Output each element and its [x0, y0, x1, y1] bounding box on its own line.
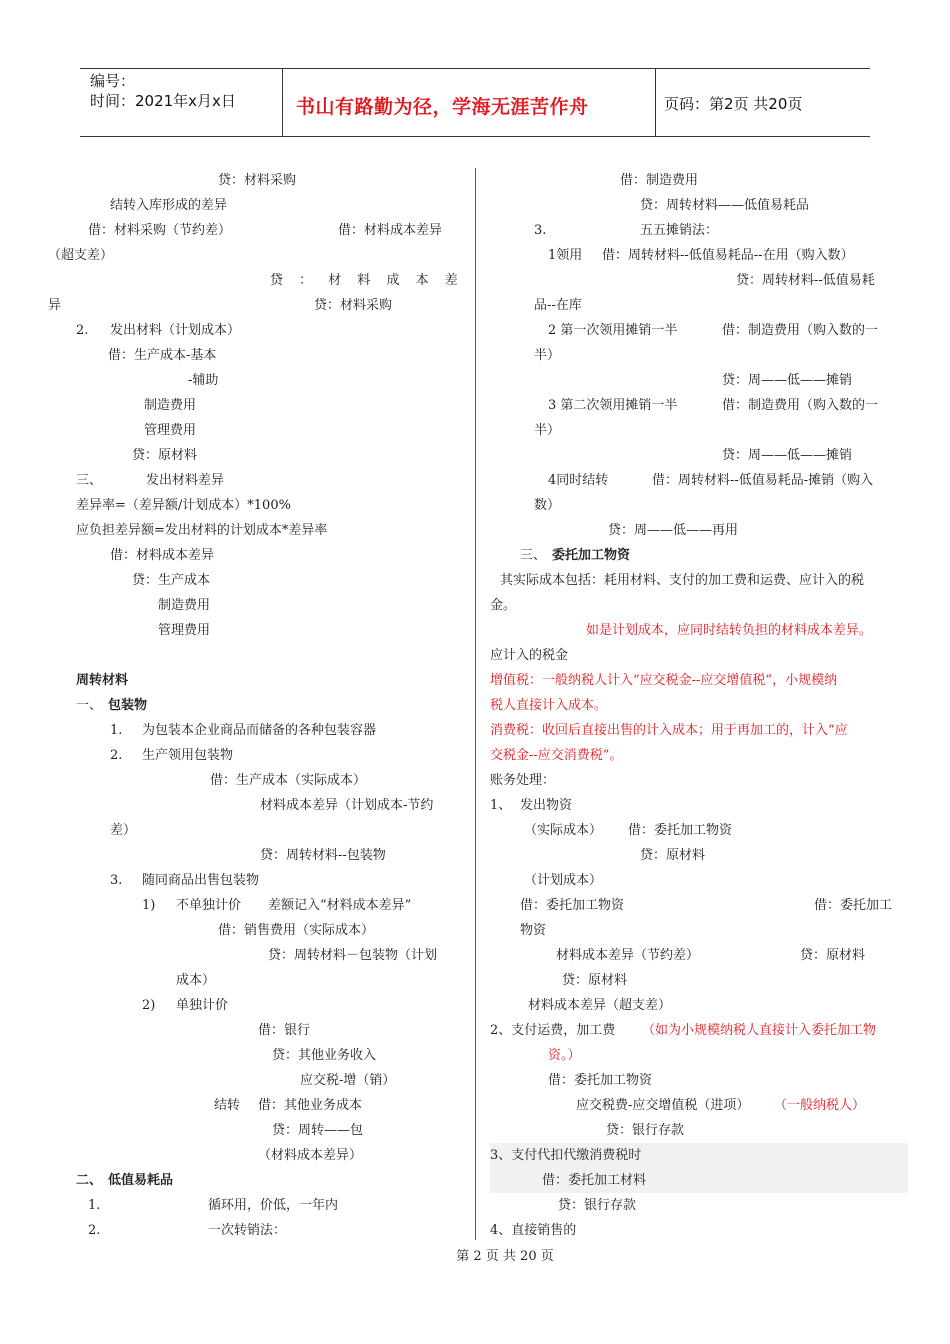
text: 账务处理：	[490, 773, 556, 788]
text: 三、	[520, 548, 547, 563]
text-line	[48, 268, 463, 293]
text-line	[490, 443, 908, 468]
text-line	[490, 768, 908, 793]
text: 生产领用包装物	[142, 748, 234, 763]
text-line	[490, 468, 908, 493]
text-line	[490, 343, 908, 368]
text: -辅助	[188, 373, 219, 388]
text: 一、	[76, 698, 103, 713]
section-heading	[48, 1168, 463, 1193]
text: 2)	[142, 998, 156, 1013]
text: 交税金--应交消费税”。	[490, 748, 623, 763]
text-line	[490, 968, 908, 993]
text-line	[490, 1193, 908, 1218]
text-line	[48, 443, 463, 468]
text-line	[490, 1218, 908, 1243]
heading-text: 低值易耗品	[108, 1173, 174, 1188]
text-line	[48, 1118, 463, 1143]
text-line	[48, 993, 463, 1018]
text: 管理费用	[158, 623, 211, 638]
text-line	[490, 368, 908, 393]
text: 借：委托加工材料	[542, 1173, 647, 1188]
text: 应负担差异额=发出材料的计划成本*差异率	[76, 523, 328, 538]
text: 贷：周转材料－包装物（计划	[268, 948, 438, 963]
text-line	[48, 418, 463, 443]
text: 借：材料成本差异	[110, 548, 215, 563]
text-line	[490, 743, 908, 768]
text: 资。）	[548, 1048, 581, 1063]
text: 贷：原材料	[132, 448, 198, 463]
document-date: 时间：2021年x月x日	[90, 92, 236, 110]
text: 1.	[88, 1198, 101, 1213]
text: （材料成本差异）	[258, 1148, 363, 1163]
text: 税人直接计入成本。	[490, 698, 608, 713]
text: 借：委托加工	[814, 898, 893, 913]
text-line	[490, 293, 908, 318]
text: 4同时结转	[548, 473, 609, 488]
text: 发出材料差异	[146, 473, 225, 488]
text: 增值税：一般纳税人计入“应交税金--应交增值税”，小规模纳	[490, 673, 838, 688]
text-line	[490, 218, 908, 243]
text: 贷：周转——包	[272, 1123, 364, 1138]
text-line	[490, 393, 908, 418]
text-line	[490, 843, 908, 868]
header-divider-2	[655, 68, 656, 136]
text: 2、支付运费，加工费	[490, 1023, 616, 1038]
text-line	[48, 493, 463, 518]
text: 贷：周——低——摊销	[722, 448, 853, 463]
text: 1)	[142, 898, 156, 913]
text-line	[48, 893, 463, 918]
document-number-label: 编号：	[90, 72, 136, 90]
text: 2.	[88, 1223, 101, 1238]
text: 3 第二次领用摊销一半	[548, 398, 678, 413]
text-line	[490, 943, 908, 968]
text: 应计入的税金	[490, 648, 569, 663]
text: 借：制造费用	[620, 173, 699, 188]
header-page-info: 页码：第2页 共20页	[664, 95, 803, 113]
text-line	[48, 843, 463, 868]
text-line	[490, 868, 908, 893]
text: 发出物资	[520, 798, 573, 813]
text: 贷 ： 材 料 成 本 差	[270, 273, 464, 288]
text-line	[48, 1093, 463, 1118]
text-line	[48, 918, 463, 943]
text: 借：材料采购（节约差）	[88, 223, 232, 238]
text: 借：其他业务成本	[258, 1098, 363, 1113]
text: 应交税-增（销）	[300, 1073, 396, 1088]
text-line	[490, 668, 908, 693]
text-line	[48, 343, 463, 368]
right-column	[490, 168, 908, 1243]
blank-line	[48, 643, 463, 668]
text: 结转入库形成的差异	[110, 198, 228, 213]
text: 借：委托加工物资	[548, 1073, 653, 1088]
text: 借：制造费用（购入数的一	[722, 323, 879, 338]
text: 材料成本差异（节约差）	[556, 948, 700, 963]
text-line	[490, 493, 908, 518]
section-heading	[48, 668, 463, 693]
text: 3.	[110, 873, 123, 888]
text-line	[490, 593, 908, 618]
text: 贷：材料采购	[218, 173, 297, 188]
text: 贷：周转材料--低值易耗	[736, 273, 875, 288]
text: 借：委托加工物资	[520, 898, 625, 913]
text: 差）	[110, 823, 137, 838]
text-line	[48, 1193, 463, 1218]
text: 借：生产成本-基本	[108, 348, 217, 363]
header-divider-1	[282, 68, 283, 136]
text: 借：委托加工物资	[628, 823, 733, 838]
text-line	[48, 718, 463, 743]
text-line	[48, 768, 463, 793]
text-line	[490, 918, 908, 943]
text: 其实际成本包括：耗用材料、支付的加工费和运费、应计入的税	[500, 573, 865, 588]
text: 金。	[490, 598, 517, 613]
text: 半）	[534, 423, 561, 438]
text-line	[490, 168, 908, 193]
text: 贷：周——低——摊销	[722, 373, 853, 388]
text: 1.	[110, 723, 123, 738]
text: 循环用，价低，一年内	[208, 1198, 339, 1213]
section-heading	[48, 693, 463, 718]
text-line	[48, 518, 463, 543]
text-line	[48, 743, 463, 768]
text: 借：销售费用（实际成本）	[218, 923, 375, 938]
text-line	[490, 1118, 908, 1143]
text-line	[490, 793, 908, 818]
text-line	[48, 1018, 463, 1043]
text: 一次转销法：	[208, 1223, 287, 1238]
text-line	[490, 993, 908, 1018]
text: 贷：周转材料——低值易耗品	[640, 198, 810, 213]
text-line	[490, 1018, 908, 1043]
text: 材料成本差异（计划成本-节约	[260, 798, 434, 813]
text: （如为小规模纳税人直接计入委托加工物	[642, 1023, 877, 1038]
text-line	[490, 718, 908, 743]
text-line	[48, 318, 463, 343]
heading-text: 委托加工物资	[552, 548, 631, 563]
header-bottom-rule	[80, 136, 870, 137]
text-line	[48, 568, 463, 593]
text-line	[48, 1043, 463, 1068]
text: 1、	[490, 798, 512, 813]
text-line	[48, 293, 463, 318]
text: 材料成本差异（超支差）	[528, 998, 672, 1013]
text: 物资	[520, 923, 547, 938]
text: （超支差）	[48, 248, 114, 263]
text-line	[490, 818, 908, 843]
text-line	[48, 868, 463, 893]
text: 贷：生产成本	[132, 573, 211, 588]
text: 4、直接销售的	[490, 1223, 577, 1238]
text: 贷：其他业务收入	[272, 1048, 377, 1063]
text: 应交税费-应交增值税（进项）	[576, 1098, 750, 1113]
section-heading	[490, 543, 908, 568]
text-line	[48, 618, 463, 643]
column-divider	[475, 168, 476, 1240]
text: 借：材料成本差异	[338, 223, 443, 238]
text: 五五摊销法：	[640, 223, 719, 238]
text-line	[48, 943, 463, 968]
text: 制造费用	[144, 398, 197, 413]
text: 品--在库	[534, 298, 582, 313]
text-line	[490, 893, 908, 918]
text: 如是计划成本，应同时结转负担的材料成本差异。	[586, 623, 873, 638]
text-line	[490, 1093, 908, 1118]
text: 贷：原材料	[562, 973, 628, 988]
text-line	[48, 193, 463, 218]
text: 贷：原材料	[800, 948, 866, 963]
text-line	[48, 543, 463, 568]
header-meta	[90, 71, 236, 111]
text: 2.	[110, 748, 123, 763]
text-line	[490, 643, 908, 668]
text-line	[48, 218, 463, 243]
heading-text: 周转材料	[76, 673, 129, 688]
text-line	[48, 168, 463, 193]
text-line	[48, 468, 463, 493]
text: 借：制造费用（购入数的一	[722, 398, 879, 413]
text: 随同商品出售包装物	[142, 873, 260, 888]
text: 消费税：收回后直接出售的计入成本；用于再加工的，计入“应	[490, 723, 848, 738]
text: 异	[48, 298, 62, 313]
text: 借：周转材料--低值易耗品--在用（购入数）	[602, 248, 854, 263]
text: 差异率=（差异额/计划成本）*100%	[76, 498, 291, 513]
text: 3.	[534, 223, 547, 238]
text: 借：生产成本（实际成本）	[210, 773, 367, 788]
text-line	[48, 593, 463, 618]
text-line	[48, 1218, 463, 1243]
text: 贷：周转材料--包装物	[260, 848, 386, 863]
text-line	[48, 393, 463, 418]
text-line	[490, 418, 908, 443]
text: 贷：银行存款	[606, 1123, 685, 1138]
text: 2 第一次领用摊销一半	[548, 323, 678, 338]
left-column	[48, 168, 463, 1243]
text: （计划成本）	[524, 873, 603, 888]
text: 贷：周——低——再用	[608, 523, 739, 538]
text-line	[490, 518, 908, 543]
page-footer: 第 2 页 共 20 页	[456, 1249, 554, 1264]
text: 借：银行	[258, 1023, 311, 1038]
header-top-rule	[80, 68, 870, 69]
text: 贷：银行存款	[558, 1198, 637, 1213]
text-line	[490, 1168, 908, 1193]
text-line	[48, 793, 463, 818]
text: 2.	[76, 323, 89, 338]
text-line	[490, 193, 908, 218]
text: 贷：原材料	[640, 848, 706, 863]
heading-text: 包装物	[108, 698, 148, 713]
text-line	[490, 268, 908, 293]
text-line	[490, 693, 908, 718]
text-line	[490, 243, 908, 268]
text: 管理费用	[144, 423, 197, 438]
text-line	[490, 318, 908, 343]
text: （实际成本）	[524, 823, 603, 838]
text-line	[48, 1068, 463, 1093]
text: 1领用	[548, 248, 583, 263]
text: 贷：材料采购	[314, 298, 393, 313]
text-line	[490, 1068, 908, 1093]
text-line	[48, 1143, 463, 1168]
text: 数）	[534, 498, 561, 513]
text-line	[490, 1143, 908, 1168]
text-line	[490, 568, 908, 593]
text-line	[490, 618, 908, 643]
text: 不单独计价	[176, 898, 242, 913]
header-motto: 书山有路勤为径，学海无涯苦作舟	[296, 96, 589, 118]
text: 三、	[76, 473, 103, 488]
text: 差额记入“材料成本差异”	[268, 898, 412, 913]
text: 3、支付代扣代缴消费税时	[490, 1148, 642, 1163]
text: 借：周转材料--低值易耗品-摊销（购入	[652, 473, 874, 488]
text-line	[490, 1043, 908, 1068]
heading-text: 二、	[76, 1173, 103, 1188]
text: 单独计价	[176, 998, 229, 1013]
text: 成本）	[176, 973, 216, 988]
text-line	[48, 368, 463, 393]
text: 制造费用	[158, 598, 211, 613]
text: 半）	[534, 348, 561, 363]
text: 发出材料（计划成本）	[110, 323, 241, 338]
text-line	[48, 818, 463, 843]
text-line	[48, 243, 463, 268]
text: 结转	[214, 1098, 241, 1113]
text-line	[48, 968, 463, 993]
text: （一般纳税人）	[774, 1098, 866, 1113]
text: 为包装本企业商品而储备的各种包装容器	[142, 723, 377, 738]
